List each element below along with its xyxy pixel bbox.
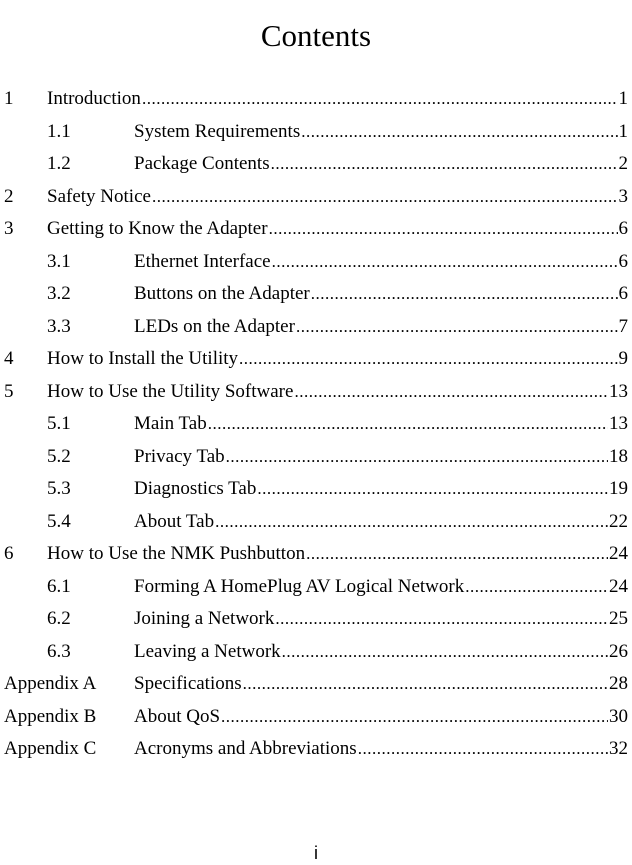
toc-entry-number: 3.3 <box>47 315 71 337</box>
toc-entry-page: 24 <box>609 543 628 564</box>
toc-entry-page: 26 <box>609 640 628 662</box>
toc-entry-label: Forming A HomePlug AV Logical Network <box>134 575 465 597</box>
toc-entry-page: 19 <box>609 478 628 499</box>
toc-entry-page: 1 <box>618 88 628 109</box>
toc-entry-page: 25 <box>609 608 628 629</box>
toc-entry[interactable] <box>0 701 632 734</box>
toc-entry-page: 22 <box>609 510 628 532</box>
toc-entry-line <box>134 603 628 636</box>
toc-entry[interactable] <box>0 311 632 344</box>
toc-entry[interactable] <box>0 441 632 474</box>
dot-leader <box>306 538 608 571</box>
toc-entry-label: Ethernet Interface <box>134 250 271 272</box>
toc-entry-number: 3.1 <box>47 250 71 272</box>
toc-entry-page: 24 <box>609 575 628 597</box>
toc-entry-line <box>134 116 628 149</box>
toc-entry-label: About Tab <box>134 510 215 532</box>
dot-leader <box>269 213 618 246</box>
toc-entry[interactable] <box>0 733 632 766</box>
toc-entry[interactable] <box>0 343 632 376</box>
toc-entry-line <box>134 701 628 734</box>
dot-leader <box>282 636 608 669</box>
toc-entry-label: LEDs on the Adapter <box>134 315 295 337</box>
toc-entry[interactable] <box>0 83 632 116</box>
toc-entry-line <box>134 246 628 279</box>
toc-entry-line <box>134 311 628 344</box>
toc-entry[interactable] <box>0 603 632 636</box>
toc-entry[interactable] <box>0 148 632 181</box>
toc-entry-number: Appendix B <box>4 705 97 727</box>
toc-entry-line <box>47 181 628 214</box>
toc-entry-number: 5.1 <box>47 413 71 434</box>
dot-leader <box>296 311 618 344</box>
toc-entry-label: Specifications <box>134 673 242 694</box>
dot-leader <box>221 701 608 734</box>
toc-entry-line <box>47 213 628 246</box>
toc-entry[interactable] <box>0 213 632 246</box>
toc-entry-label: Introduction <box>47 88 141 109</box>
toc-entry[interactable] <box>0 246 632 279</box>
toc-entry[interactable] <box>0 181 632 214</box>
toc-entry-number: 1.2 <box>47 153 71 174</box>
dot-leader <box>239 343 617 376</box>
toc-entry-number: 6.1 <box>47 575 71 597</box>
toc-entry-line <box>47 538 628 571</box>
toc-entry-number: 1.1 <box>47 120 71 142</box>
toc-entry-line <box>134 278 628 311</box>
dot-leader <box>301 116 617 149</box>
toc-entry-number: 5.4 <box>47 510 71 532</box>
toc-entry[interactable] <box>0 376 632 409</box>
toc-entry[interactable] <box>0 116 632 149</box>
toc-title: Contents <box>260 18 372 53</box>
dot-leader <box>271 148 618 181</box>
toc-entry-line <box>134 571 628 604</box>
toc-entry-page: 6 <box>618 250 628 272</box>
toc-entry[interactable] <box>0 278 632 311</box>
toc-entry[interactable] <box>0 408 632 441</box>
toc-entry-line <box>134 668 628 701</box>
toc-entry-label: System Requirements <box>134 120 301 142</box>
dot-leader <box>358 733 608 766</box>
toc-entry-page: 13 <box>609 413 628 434</box>
toc-entry-page: 2 <box>618 153 628 174</box>
toc-entry-line <box>134 441 628 474</box>
toc-entry-line <box>134 733 628 766</box>
toc-entry-number: 5 <box>4 380 14 402</box>
toc-entry-label: Joining a Network <box>134 608 275 629</box>
toc-entry-label: Getting to Know the Adapter <box>47 218 268 239</box>
dot-leader <box>294 376 608 409</box>
toc-entry[interactable] <box>0 473 632 506</box>
toc-entry-label: How to Install the Utility <box>47 348 239 369</box>
dot-leader <box>208 408 608 441</box>
toc-entry-label: Diagnostics Tab <box>134 478 257 499</box>
toc-entry-number: 3 <box>4 218 14 239</box>
toc-entry-line <box>134 148 628 181</box>
dot-leader <box>272 246 618 279</box>
toc-entry-label: Privacy Tab <box>134 445 225 467</box>
dot-leader <box>257 473 608 506</box>
toc-entry-page: 6 <box>618 283 628 304</box>
toc-entry-line <box>134 636 628 669</box>
toc-entry-page: 7 <box>618 315 628 337</box>
toc-entry-page: 9 <box>618 348 628 369</box>
page-number-footer: i <box>314 843 318 863</box>
toc-entry-label: Buttons on the Adapter <box>134 283 310 304</box>
toc-entry-number: 2 <box>4 185 14 207</box>
toc-entry-number: 6 <box>4 543 14 564</box>
toc-entry[interactable] <box>0 668 632 701</box>
toc-entry-label: How to Use the NMK Pushbutton <box>47 543 306 564</box>
toc-entry[interactable] <box>0 506 632 539</box>
toc-entry-number: 5.2 <box>47 445 71 467</box>
toc-entry-number: 6.3 <box>47 640 71 662</box>
toc-entry-number: 5.3 <box>47 478 71 499</box>
toc-entry-number: 4 <box>4 348 14 369</box>
toc-entry[interactable] <box>0 636 632 669</box>
toc-entry-line <box>47 343 628 376</box>
toc-entry-label: How to Use the Utility Software <box>47 380 294 402</box>
toc-entry-number: Appendix A <box>4 673 97 694</box>
toc-entry-page: 28 <box>609 673 628 694</box>
dot-leader <box>311 278 618 311</box>
toc-entry-label: Main Tab <box>134 413 207 434</box>
dot-leader <box>243 668 608 701</box>
toc-entry-label: Package Contents <box>134 153 270 174</box>
toc-entry-label: Safety Notice <box>47 185 151 207</box>
dot-leader <box>465 571 608 604</box>
toc-entry-label: About QoS <box>134 705 221 727</box>
toc-entry[interactable] <box>0 538 632 571</box>
toc-entry-page: 18 <box>609 445 628 467</box>
dot-leader <box>275 603 608 636</box>
dot-leader <box>226 441 608 474</box>
dot-leader <box>152 181 618 214</box>
toc-entry-number: 6.2 <box>47 608 71 629</box>
dot-leader <box>215 506 608 539</box>
toc-entry-number: 3.2 <box>47 283 71 304</box>
toc-entry[interactable] <box>0 571 632 604</box>
toc-entry-label: Leaving a Network <box>134 640 281 662</box>
toc-entry-line <box>134 506 628 539</box>
toc-entry-label: Acronyms and Abbreviations <box>134 738 357 759</box>
toc-entry-page: 13 <box>609 380 628 402</box>
toc-entry-page: 1 <box>618 120 628 142</box>
toc-entry-page: 32 <box>609 738 628 759</box>
dot-leader <box>142 83 618 116</box>
toc-entry-line <box>47 376 628 409</box>
toc-entry-page: 30 <box>609 705 628 727</box>
toc-entry-page: 6 <box>618 218 628 239</box>
toc-entry-line <box>47 83 628 116</box>
toc-entry-page: 3 <box>618 185 628 207</box>
toc-entry-number: 1 <box>4 88 14 109</box>
toc-entry-line <box>134 408 628 441</box>
table-of-contents <box>0 83 632 766</box>
toc-entry-number: Appendix C <box>4 738 97 759</box>
toc-entry-line <box>134 473 628 506</box>
